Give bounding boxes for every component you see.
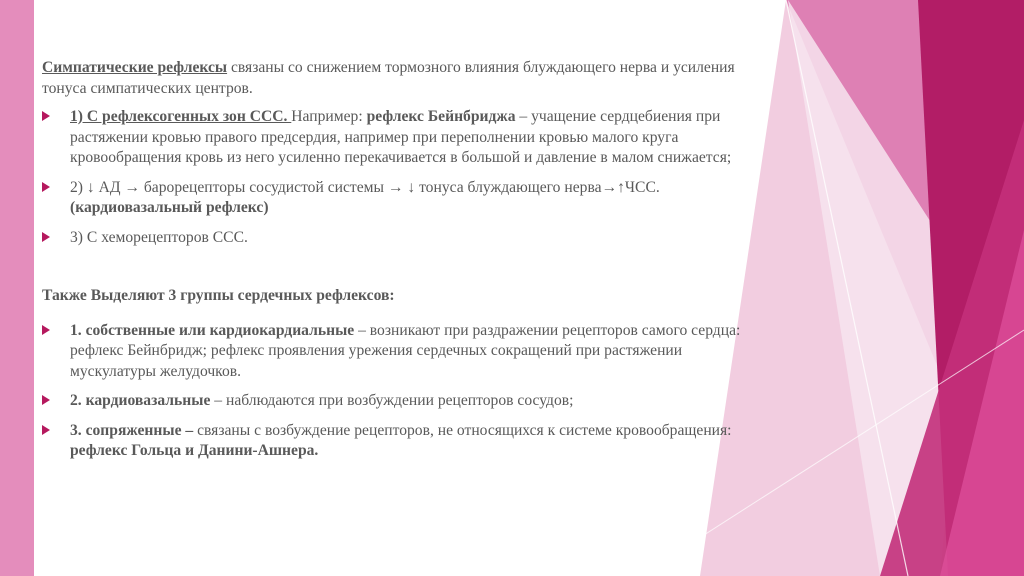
intro-paragraph	[42, 58, 742, 99]
group-item-2	[42, 391, 742, 412]
item-1-bold: рефлекс Бейнбриджа	[366, 108, 516, 125]
list-item-1	[42, 107, 742, 169]
group-2-bold: 2. кардиовазальные	[70, 392, 211, 409]
item-2-bold: (кардиовазальный рефлекс)	[70, 199, 269, 216]
bullet-arrow-icon	[42, 111, 50, 121]
item-1-rest: – учащение сердцебиения при растяжении кровью правого предсердия, например при переполнении кровью малого круга кровообращения кровь из него усиленно перекачивается в большой и давление в малом снижается;	[70, 108, 732, 166]
item-3-text: 3) С хеморецепторов ССС.	[70, 228, 248, 246]
bullet-arrow-icon	[42, 425, 50, 435]
group-item-3	[42, 421, 742, 462]
bullet-arrow-icon	[42, 182, 50, 192]
bullet-arrow-icon	[42, 232, 50, 242]
intro-term: Симпатические рефлексы	[42, 59, 228, 76]
section-2-title: Также Выделяют 3 группы сердечных рефлексов:	[42, 287, 395, 304]
group-item-1	[42, 321, 742, 383]
bullet-arrow-icon	[42, 395, 50, 405]
list-item-3	[42, 228, 742, 249]
group-1-bold: 1. собственные или кардиокардиальные	[70, 321, 355, 339]
slide-content	[42, 58, 742, 462]
list-item-2	[42, 178, 742, 219]
group-3-bold: 3. сопряженные –	[70, 421, 194, 439]
group-3-rest: связаны с возбуждение рецепторов, не относящихся к системе кровообращения:	[193, 421, 732, 439]
left-pink-strip	[0, 0, 34, 576]
bullet-arrow-icon	[42, 325, 50, 335]
group-3-bold-2: рефлекс Гольца и Данини-Ашнера.	[70, 442, 319, 459]
item-1-mid: Например:	[291, 108, 367, 125]
item-1-lead: 1) С рефлексогенных зон ССС.	[70, 108, 292, 125]
group-1-rest: – возникают при раздражении рецепторов самого сердца: рефлекс Бейнбридж; рефлекс проявления урежения сердечных сокращений при растяжении мускулатуры желудочков.	[70, 321, 741, 380]
intro-text: связаны со снижением тормозного влияния блуждающего нерва и усиления тонуса симпатических центров.	[42, 59, 735, 97]
item-2-text: 2) ↓ АД → барорецепторы сосудистой системы → ↓ тонуса блуждающего нерва→↑ЧСС.	[70, 178, 660, 196]
group-2-rest: – наблюдаются при возбуждении рецепторов сосудов;	[210, 392, 574, 409]
